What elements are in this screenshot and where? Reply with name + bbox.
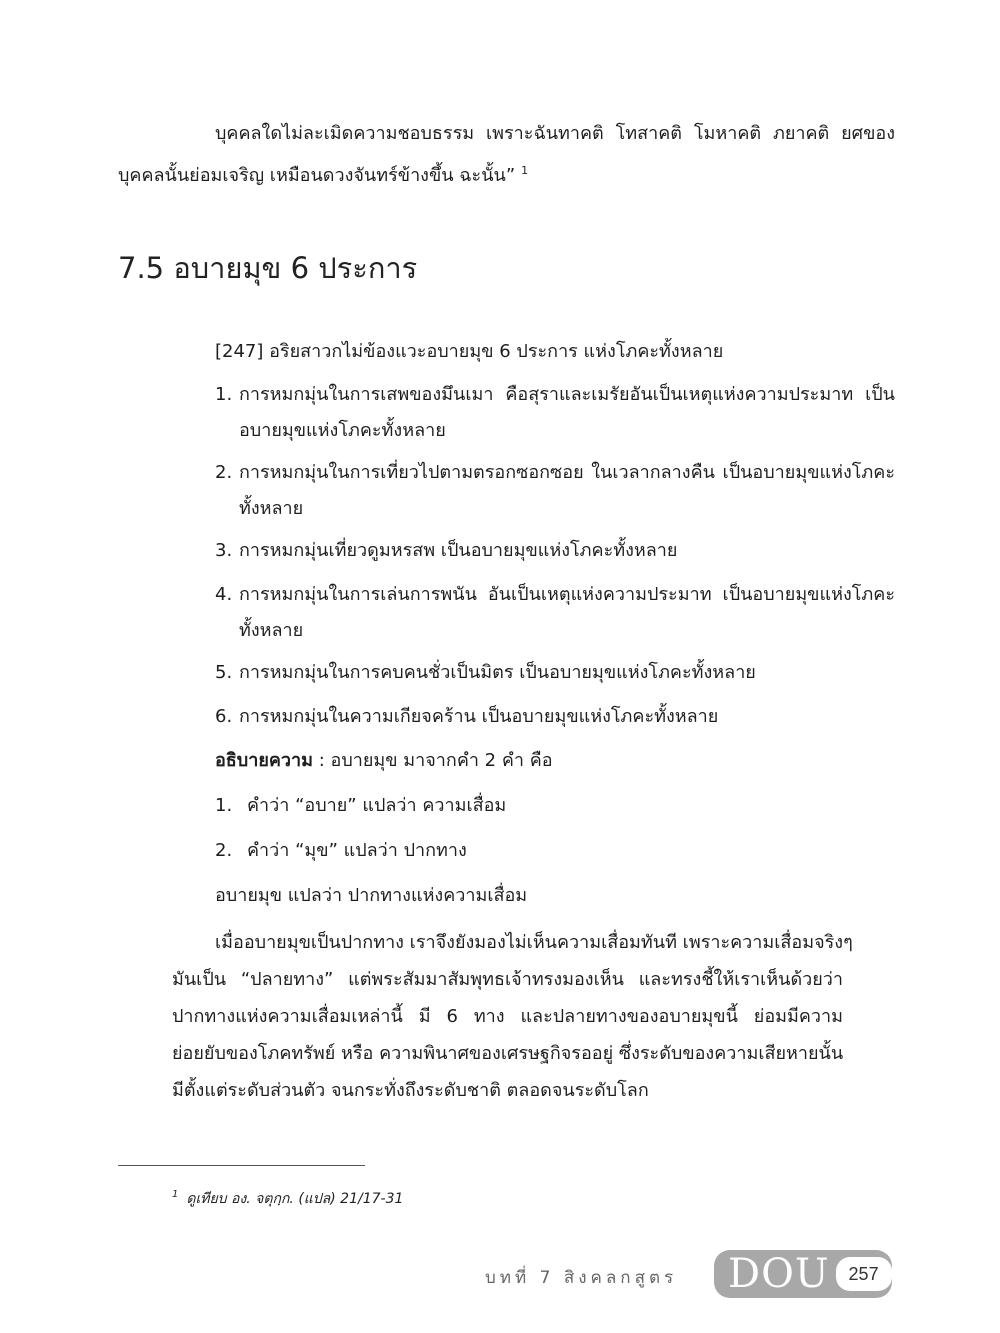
verse-intro: [247] อริยสาวกไม่ข้องแวะอบายมุข 6 ประการ แห่งโภคะทั้งหลาย [215,341,724,362]
intro-line-1: บุคคลใดไม่ละเมิดความชอบธรรม เพราะฉันทาคติ โทสาคติ โมหาคติ ภยาคติ ยศของ [215,123,895,144]
list-item-line [215,377,895,413]
footnote-reference[interactable]: 1 [521,164,529,177]
list-item-number: 6. [215,706,233,727]
list-item-text: การหมกมุ่นในการเล่นการพนัน อันเป็นเหตุแห่งความประมาท เป็นอบายมุขแห่งโภคะ [239,584,895,605]
section-title: 7.5 อบายมุข 6 ประการ [118,251,418,285]
list-item-text: การหมกมุ่นในการเที่ยวไปตามตรอกซอกซอย ในเวลากลางคืน เป็นอบายมุขแห่งโภคะ [239,462,895,483]
dou-logo: DOU [728,1251,830,1297]
list-item-text: การหมกมุ่นในการคบคนชั่วเป็นมิตร เป็นอบายมุขแห่งโภคะทั้งหลาย [239,662,756,683]
list-item-text: การหมกมุ่นในการเสพของมึนเมา คือสุราและเมรัยอันเป็นเหตุแห่งความประมาท เป็น [239,384,895,405]
list-item-continuation: ทั้งหลาย [239,498,304,519]
list-item-line [215,455,895,491]
footnote-text: ดูเทียบ อง. จตุกฺก. (แปล) 21/17-31 [186,1191,404,1207]
page-number: 257 [836,1257,892,1291]
list-item-continuation: ทั้งหลาย [239,620,304,641]
list-item-continuation: อบายมุขแห่งโภคะทั้งหลาย [239,420,446,441]
paragraph-line: มีตั้งแต่ระดับส่วนตัว จนกระทั่งถึงระดับชาติ ตลอดจนระดับโลก [172,1080,649,1101]
list-item [215,699,718,735]
paragraph-line: ย่อยยับของโภคทรัพย์ หรือ ความพินาศของเศรษฐกิจรออยู่ ซึ่งระดับของความเสียหายนั้น [172,1043,844,1064]
footer-chapter-title: บทที่ 7 สิงคลกสูตร [485,1268,678,1288]
list-item [215,655,756,691]
word-number: 2. [215,840,233,861]
paragraph-line: ปากทางแห่งความเสื่อมเหล่านี้ มี 6 ทาง และปลายทางของอบายมุขนี้ ย่อมมีความ [172,1006,843,1027]
list-item-number: 4. [215,584,233,605]
footnote-separator [118,1165,365,1166]
list-item-line [215,577,895,613]
word-definition [215,833,467,869]
list-item-text: การหมกมุ่นเที่ยวดูมหรสพ เป็นอบายมุขแห่งโภคะทั้งหลาย [239,540,678,561]
list-item-number: 5. [215,662,233,683]
footnote [172,1188,403,1210]
explanation-text: : อบายมุข มาจากคำ 2 คำ คือ [313,750,553,771]
footnote-number: 1 [172,1189,179,1201]
word-text: คำว่า “อบาย” แปลว่า ความเสื่อม [247,795,507,816]
footer-badge [714,1250,892,1298]
list-item-number: 2. [215,462,233,483]
explanation-line [215,743,553,779]
intro-line-2: บุคคลนั้นย่อมเจริญ เหมือนดวงจันทร์ข้างขึ้น ฉะนั้น” [118,165,516,186]
intro-line-2-wrap [118,153,528,194]
word-number: 1. [215,795,233,816]
meaning-line: อบายมุข แปลว่า ปากทางแห่งความเสื่อม [215,885,528,906]
list-item [215,455,895,527]
list-item [215,533,677,569]
paragraph-line: มันเป็น “ปลายทาง” แต่พระสัมมาสัมพุทธเจ้าทรงมองเห็น และทรงชี้ให้เราเห็นด้วยว่า [172,969,843,990]
list-item-text: การหมกมุ่นในความเกียจคร้าน เป็นอบายมุขแห่งโภคะทั้งหลาย [239,706,719,727]
list-item-number: 1. [215,384,233,405]
explanation-label: อธิบายความ [215,750,313,771]
word-text: คำว่า “มุข” แปลว่า ปากทาง [247,840,467,861]
word-definition [215,788,506,824]
paragraph-line: เมื่ออบายมุขเป็นปากทาง เราจึงยังมองไม่เห็นความเสื่อมทันที เพราะความเสื่อมจริงๆ [215,932,853,953]
list-item-number: 3. [215,540,233,561]
list-item [215,377,895,449]
list-item [215,577,895,649]
